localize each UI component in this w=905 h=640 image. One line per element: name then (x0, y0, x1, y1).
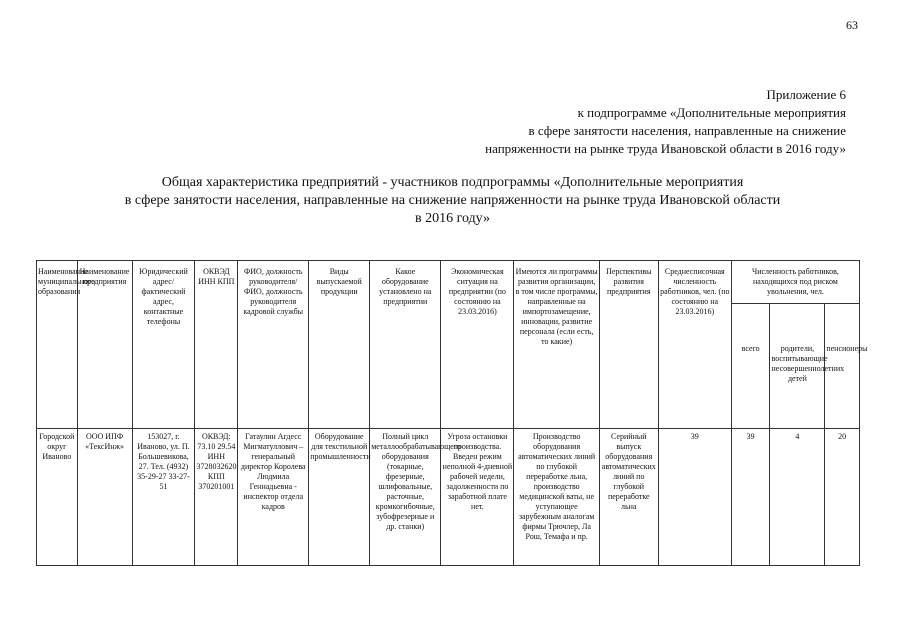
cell-avg-count: 39 (658, 429, 731, 566)
appendix-heading (380, 86, 846, 158)
header-enterprise: Наименование предприятия (77, 261, 132, 429)
appendix-line: к подпрограмме «Дополнительные мероприятия (577, 105, 846, 120)
cell-fio: Гатаулин Агдесс Мигматуллович – генеральный директор Королева Людмила Геннадьевна - инспектор отдела кадров (238, 429, 309, 566)
header-address: Юридический адрес/фактический адрес, контактные телефоны (132, 261, 195, 429)
header-risk-parents: родители, воспитывающие несовершеннолетних детей (770, 304, 825, 429)
header-avg-count: Среднесписочная численность работников, чел. (по состоянию на 23.03.2016) (658, 261, 731, 429)
title-line: в 2016 году» (414, 211, 491, 226)
cell-okved: ОКВЭД: 73.10 29.54 ИНН 3728032620 КПП 370201001 (195, 429, 238, 566)
document-title (60, 174, 845, 228)
header-fio: ФИО, должность руководителя/ ФИО, должность руководителя кадровой службы (238, 261, 309, 429)
header-prospects: Перспективы развития предприятия (599, 261, 658, 429)
cell-economic: Угроза остановки производства. Введен режим неполной 4-дневной рабочей недели, задолженности по заработной плате нет. (441, 429, 514, 566)
cell-products: Оборудование для текстильной промышленности (309, 429, 370, 566)
appendix-line: напряженности на рынке труда Ивановской области в 2016 году» (485, 141, 846, 156)
header-risk-total: всего (731, 304, 770, 429)
table-header-row (37, 261, 860, 304)
cell-prospects: Серийный выпуск оборудования автоматических линий по глубокой переработке льна (599, 429, 658, 566)
cell-risk-total: 39 (731, 429, 770, 566)
table-row (37, 429, 860, 566)
header-products: Виды выпускаемой продукции (309, 261, 370, 429)
enterprises-table (36, 260, 868, 566)
cell-risk-pensioners: 20 (825, 429, 860, 566)
header-economic: Экономическая ситуация на предприятии (по состоянию на 23.03.2016) (441, 261, 514, 429)
appendix-line: в сфере занятости населения, направленные на снижение (528, 123, 846, 138)
cell-equipment: Полный цикл металлообрабатывающего оборудования (токарные, фрезерные, шлифовальные, расточные, кромкогибочные, зубофрезерные и др. станки) (370, 429, 441, 566)
header-equipment: Какое оборудование установлено на предприятии (370, 261, 441, 429)
header-programs: Имеются ли программы развития организации, в том числе программы, направленные на импортозамещение, инновации, развитие персонала (если есть, то какие) (514, 261, 599, 429)
header-risk-group: Численность работников, находящихся под риском увольнения, чел. (731, 261, 859, 304)
page-number: 63 (846, 18, 858, 32)
header-risk-pensioners: пенсионеры (825, 304, 860, 429)
title-line: Общая характеристика предприятий - участников подпрограммы «Дополнительные мероприятия (161, 175, 744, 190)
appendix-line: Приложение 6 (766, 87, 846, 102)
cell-programs: Производство оборудования автоматических линий по глубокой переработке льна, производство медицинской ваты, не уступающее зарубежным аналогам фирмы Трючлер, Ла Рош, Темафа и пр. (514, 429, 599, 566)
header-municipality: Наименование муниципального образования (37, 261, 78, 429)
header-okved: ОКВЭД ИНН КПП (195, 261, 238, 429)
cell-municipality: Городской округ Иваново (37, 429, 78, 566)
cell-enterprise: ООО ИПФ «ТексИнж» (77, 429, 132, 566)
cell-address: 153027, г. Иваново, ул. П. Большевикова, 27. Тел. (4932) 35-29-27 33-27-51 (132, 429, 195, 566)
cell-risk-parents: 4 (770, 429, 825, 566)
title-line: в сфере занятости населения, направленные на снижение напряженности на рынке труда Ивановской области (124, 193, 781, 208)
